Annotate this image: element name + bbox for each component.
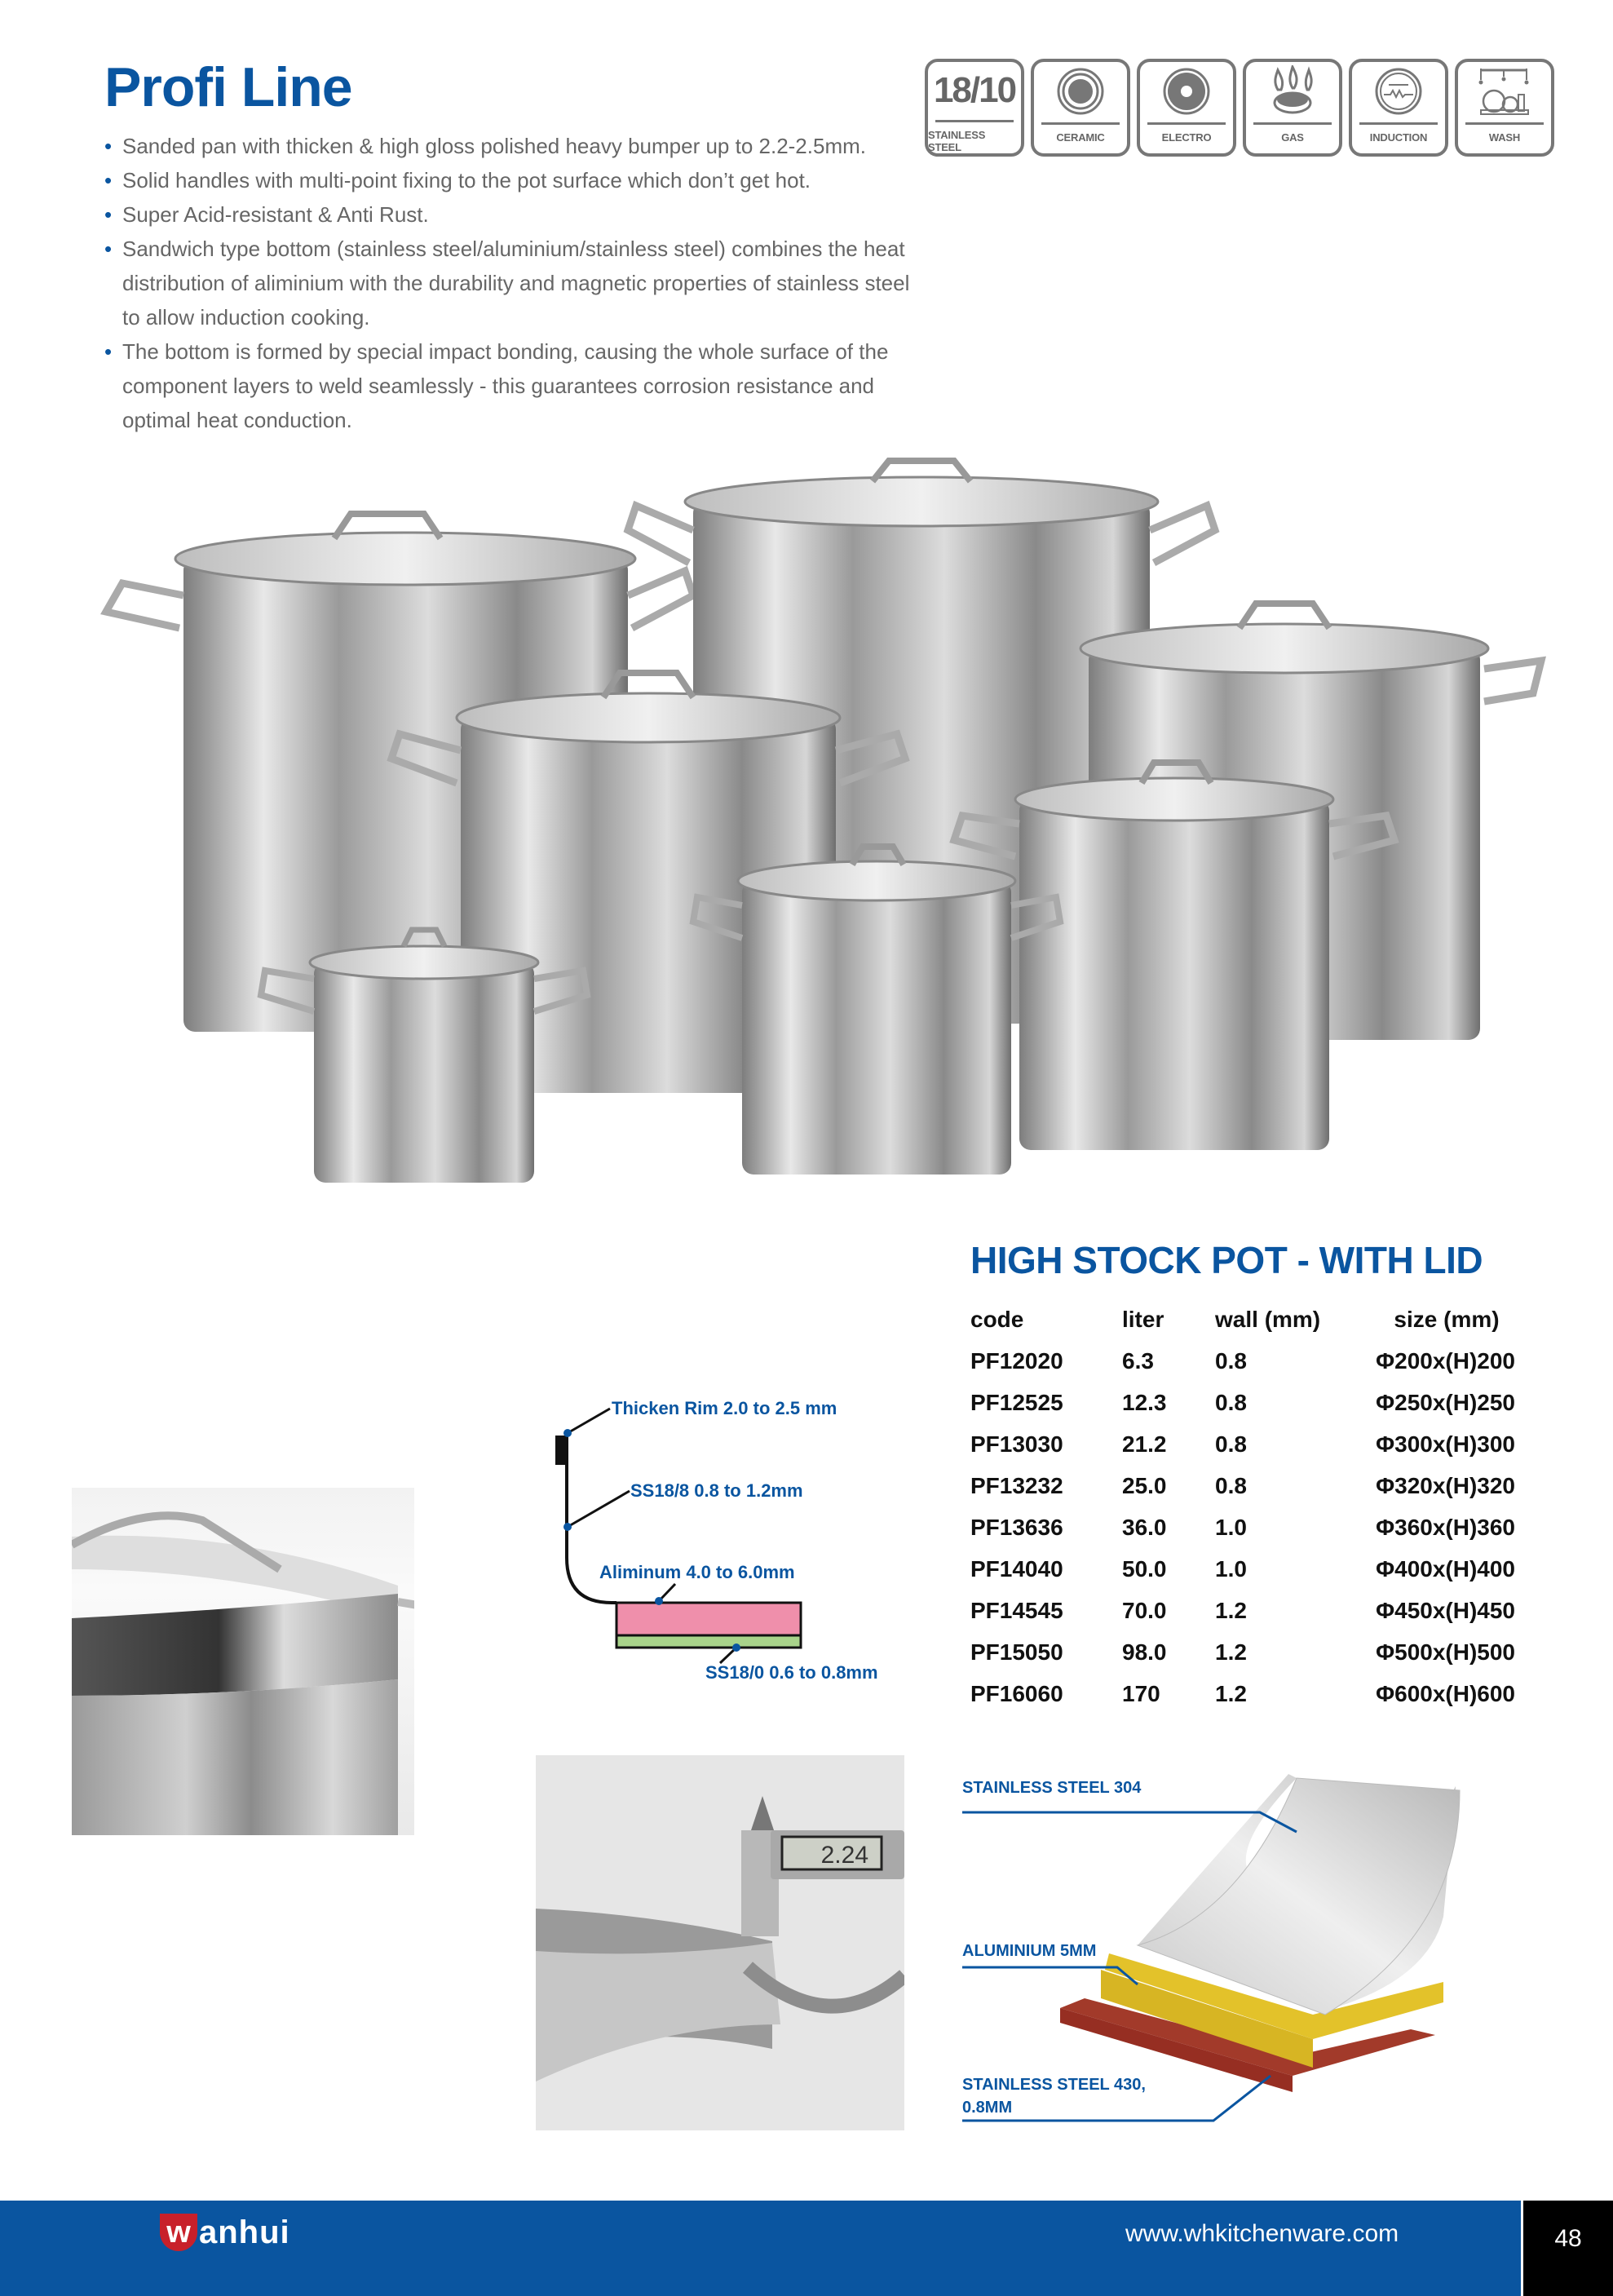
cell-code: PF16060: [970, 1680, 1063, 1706]
cell-wall: 0.8: [1215, 1472, 1247, 1498]
electric-hob-icon: [1140, 62, 1233, 121]
ceramic-hob-icon: [1034, 62, 1127, 121]
cell-liter: 21.2: [1122, 1431, 1167, 1457]
page-number: 48: [1523, 2201, 1613, 2296]
ss430-label: [962, 2073, 1146, 2119]
badge-label: ELECTRO: [1161, 131, 1212, 144]
feature-bullet: • The bottom is formed by special impact bonding, causing the whole surface of the component layers to weld seamlessly - this guarantees corrosion resistance and optimal heat conduction.: [104, 334, 920, 437]
cell-code: PF15050: [970, 1639, 1063, 1665]
cell-code: PF13636: [970, 1514, 1063, 1540]
cell-liter: 50.0: [1122, 1555, 1167, 1582]
badge-label: WASH: [1488, 131, 1521, 144]
cell-wall: 0.8: [1215, 1431, 1247, 1457]
column-header-liter: liter: [1122, 1306, 1164, 1332]
cell-wall: 1.2: [1215, 1597, 1247, 1623]
feature-bullet: • Sandwich type bottom (stainless steel/aluminium/stainless steel) combines the heat distribution of aliminium with the durability and magnetic properties of stainless steel to allow induction cooking.: [104, 232, 920, 334]
cell-size: Φ360x(H)360: [1376, 1514, 1515, 1540]
cell-size: Φ450x(H)450: [1376, 1597, 1515, 1623]
cell-size: Φ600x(H)600: [1376, 1680, 1515, 1706]
base-label: SS18/0 0.6 to 0.8mm: [705, 1662, 878, 1683]
cell-wall: 1.0: [1215, 1514, 1247, 1540]
badge-label: GAS: [1281, 131, 1304, 144]
badge-label: STAINLESS STEEL: [928, 129, 986, 153]
cell-wall: 1.0: [1215, 1555, 1247, 1582]
table-header-row: [970, 1298, 1515, 1340]
cell-liter: 36.0: [1122, 1514, 1167, 1540]
cell-code: PF14545: [970, 1597, 1063, 1623]
table-row: [970, 1631, 1515, 1673]
cell-code: PF14040: [970, 1555, 1063, 1582]
badge-label: INDUCTION: [1369, 131, 1428, 144]
table-row: [970, 1673, 1515, 1714]
feature-bullet: • Sanded pan with thicken & high gloss polished heavy bumper up to 2.2-2.5mm.: [104, 129, 920, 163]
cell-liter: 6.3: [1122, 1347, 1154, 1374]
website-link[interactable]: www.whkitchenware.com: [1125, 2220, 1399, 2247]
logo-text: anhui: [199, 2214, 290, 2250]
stainless-18-10-icon: 18/10: [933, 69, 1016, 110]
feature-icons: [925, 59, 1554, 157]
sandwich-bottom-diagram: [954, 1754, 1525, 2137]
cell-wall: 1.2: [1215, 1680, 1247, 1706]
rim-label: Thicken Rim 2.0 to 2.5 mm: [612, 1398, 837, 1418]
cell-code: PF12525: [970, 1389, 1063, 1415]
cell-wall: 0.8: [1215, 1347, 1247, 1374]
caliper-measurement-photo: [536, 1755, 904, 2130]
feature-list: [104, 129, 920, 437]
table-row: [970, 1590, 1515, 1631]
induction-badge: [1349, 59, 1448, 157]
cell-code: PF13232: [970, 1472, 1063, 1498]
stainless-steel-badge: [925, 59, 1024, 157]
wall-label: SS18/8 0.8 to 1.2mm: [630, 1480, 803, 1501]
table-row: [970, 1423, 1515, 1465]
cell-size: Φ500x(H)500: [1376, 1639, 1515, 1665]
table-row: [970, 1548, 1515, 1590]
cell-size: Φ320x(H)320: [1376, 1472, 1515, 1498]
cell-liter: 98.0: [1122, 1639, 1167, 1665]
wash-badge: [1455, 59, 1554, 157]
badge-label: CERAMIC: [1056, 131, 1105, 144]
cell-liter: 25.0: [1122, 1472, 1167, 1498]
table-row: [970, 1465, 1515, 1506]
gas-badge: [1243, 59, 1342, 157]
ceramic-badge: [1031, 59, 1130, 157]
product-title: HIGH STOCK POT - WITH LID: [970, 1239, 1483, 1281]
cell-size: Φ400x(H)400: [1376, 1555, 1515, 1582]
column-header-size: size (mm): [1394, 1306, 1500, 1332]
aluminium-label: ALUMINIUM 5MM: [962, 1942, 1097, 1960]
table-row: [970, 1340, 1515, 1382]
table-row: [970, 1382, 1515, 1423]
cell-wall: 0.8: [1215, 1389, 1247, 1415]
cell-code: PF13030: [970, 1431, 1063, 1457]
cell-liter: 12.3: [1122, 1389, 1167, 1415]
electro-badge: [1137, 59, 1236, 157]
gas-flame-icon: [1246, 62, 1339, 121]
layer-cross-section-diagram: [538, 1378, 913, 1688]
cell-code: PF12020: [970, 1347, 1063, 1374]
wanhui-logo: [160, 2212, 290, 2253]
stock-pots-product-photo: [90, 457, 1549, 1191]
pot-closeup-photo: [72, 1488, 414, 1835]
column-header-code: code: [970, 1306, 1024, 1332]
spec-table: [970, 1298, 1515, 1714]
feature-bullet: • Super Acid-resistant & Anti Rust.: [104, 197, 920, 232]
cell-size: Φ300x(H)300: [1376, 1431, 1515, 1457]
aluminum-label: Aliminum 4.0 to 6.0mm: [599, 1562, 795, 1582]
cell-liter: 70.0: [1122, 1597, 1167, 1623]
feature-bullet: • Solid handles with multi-point fixing to the pot surface which don’t get hot.: [104, 163, 920, 197]
ss430-label-line1: STAINLESS STEEL 430,: [962, 2076, 1146, 2094]
cell-size: Φ250x(H)250: [1376, 1389, 1515, 1415]
ss304-label: STAINLESS STEEL 304: [962, 1779, 1142, 1797]
ss430-label-line2: 0.8MM: [962, 2099, 1013, 2117]
cross-section-drawing: [538, 1378, 913, 1688]
table-row: [970, 1506, 1515, 1548]
column-header-wall: wall (mm): [1215, 1306, 1321, 1332]
logo-initial: w: [160, 2214, 197, 2251]
caliper-reading: 2.24: [820, 1842, 868, 1869]
cell-liter: 170: [1122, 1680, 1160, 1706]
dishwasher-icon: [1458, 62, 1551, 121]
page-title: Profi Line: [104, 56, 352, 118]
cell-wall: 1.2: [1215, 1639, 1247, 1665]
cell-size: Φ200x(H)200: [1376, 1347, 1515, 1374]
induction-coil-icon: [1352, 62, 1445, 121]
